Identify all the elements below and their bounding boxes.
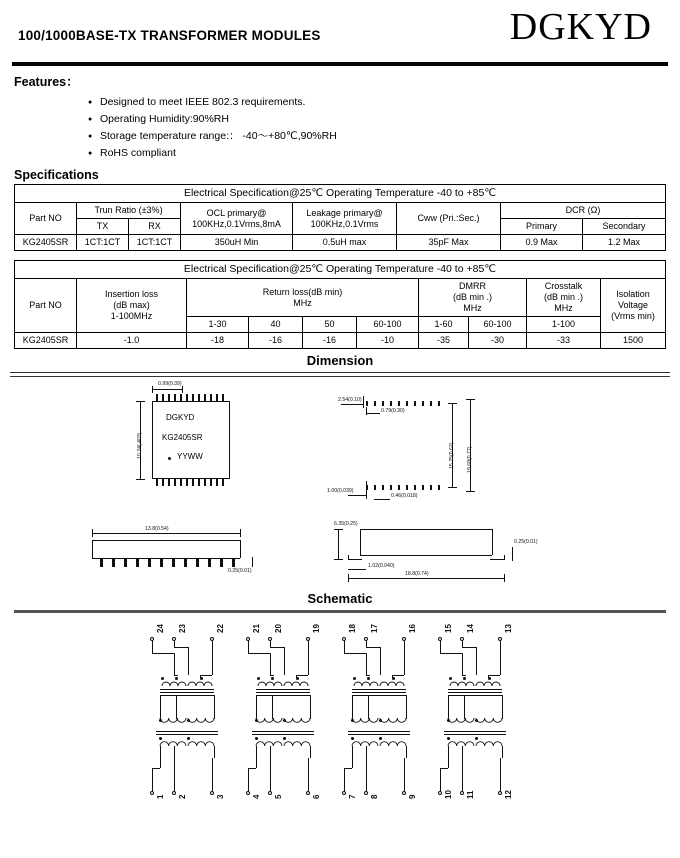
col-leakage-line2: 100KHz,0.1Vrms (310, 218, 379, 229)
pin-label-top: 23 (178, 624, 187, 633)
transformer-core (352, 692, 406, 693)
cell-dmrr-60-100: -30 (469, 333, 527, 349)
coil-winding (380, 717, 406, 725)
transformer-core (448, 692, 502, 693)
schematic-drawing (0, 613, 680, 825)
table-row (15, 333, 666, 349)
wire (500, 758, 501, 791)
wire (188, 647, 189, 675)
terminal-bottom (402, 791, 406, 795)
pin-label-top: 15 (444, 624, 453, 633)
lead-width-label: 0.79(0.30) (381, 408, 405, 414)
list-item: ● Designed to meet IEEE 802.3 requirements. (88, 94, 680, 111)
coil-winding (352, 739, 378, 747)
wire (440, 653, 462, 654)
wire (440, 768, 448, 769)
polarity-dot (379, 719, 382, 722)
side-right-foot-right (490, 559, 504, 560)
col-turn-ratio: Trun Ratio (±3%) (77, 203, 181, 219)
side-right-height-label: 6.35(0.25) (334, 521, 358, 527)
col-rl-60-100: 60-100 (357, 317, 419, 333)
polarity-dot (187, 737, 190, 740)
wire (476, 647, 477, 675)
pin-label-top: 20 (274, 624, 283, 633)
col-crosstalk-line2: (dB min .) (543, 292, 583, 302)
wire (174, 746, 175, 791)
cell-dcr-primary: 0.9 Max (501, 235, 583, 251)
cell-dcr-secondary: 1.2 Max (583, 235, 666, 251)
wire (248, 653, 270, 654)
spec1-banner: Electrical Specification@25℃ Operating Temperature -40 to +85℃ (15, 185, 666, 203)
pin-label-top: 24 (156, 624, 165, 633)
height-dim-label: 10.24(.403) (137, 432, 143, 459)
col-isolation-line1: Isolation (616, 289, 650, 299)
coil-winding (284, 679, 308, 687)
polarity-dot (283, 719, 286, 722)
wire (270, 675, 274, 676)
list-item: ● Operating Humidity:90%RH (88, 111, 680, 128)
terminal-bottom (246, 791, 250, 795)
coil-winding (448, 739, 474, 747)
wire (256, 695, 257, 719)
terminal-bottom (306, 791, 310, 795)
transformer-core (160, 692, 214, 693)
polarity-dot (255, 719, 258, 722)
body-brand-label: DGKYD (166, 413, 195, 422)
features-heading: Features： (14, 75, 79, 89)
wire (500, 641, 501, 675)
col-rl-40: 40 (249, 317, 303, 333)
col-insertion-loss (77, 279, 187, 333)
wire (270, 653, 271, 675)
col-dmrr-60-100: 60-100 (469, 317, 527, 333)
wire (366, 675, 370, 676)
side-left-thickness-dim-line (252, 557, 253, 567)
transformer-core (352, 689, 406, 690)
col-tx: TX (77, 219, 129, 235)
specifications-heading: Specifications (14, 168, 99, 182)
pin-label-top: 17 (370, 624, 379, 633)
col-leakage (293, 203, 397, 235)
wire (214, 695, 215, 719)
cell-isolation: 1500 (601, 333, 666, 349)
wire (248, 768, 256, 769)
wire (174, 653, 175, 675)
wire (404, 758, 405, 791)
polarity-dot (200, 677, 203, 680)
polarity-dot (255, 737, 258, 740)
list-item: ● Storage temperature range:： -40～+80℃,90%RH (88, 128, 680, 145)
electrical-spec-table-1 (14, 184, 666, 251)
col-leakage-line1: Leakage primary@ (306, 207, 383, 218)
polarity-dot (447, 737, 450, 740)
pin-label-bottom: 11 (466, 790, 475, 799)
polarity-dot (159, 737, 162, 740)
wire (152, 653, 174, 654)
terminal-bottom (150, 791, 154, 795)
col-part-no: Part NO (15, 279, 77, 333)
polarity-dot (283, 737, 286, 740)
cell-part-no: KG2405SR (15, 333, 77, 349)
wire (404, 641, 405, 675)
coil-winding (476, 739, 502, 747)
polarity-dot (475, 737, 478, 740)
side-left-width-dim-line (92, 533, 240, 534)
wire (308, 758, 309, 791)
cell-ocl: 350uH Min (181, 235, 293, 251)
table-spacer (0, 251, 680, 260)
wire (406, 746, 407, 758)
coil-winding (256, 739, 282, 747)
side-right-leadlen-dim-line (348, 569, 366, 570)
polarity-dot (463, 677, 466, 680)
wire (502, 695, 503, 719)
col-isolation-voltage (601, 279, 666, 333)
features-list (0, 94, 680, 162)
side-right-thickness-label: 0.25(0.01) (514, 539, 538, 545)
coil-winding (450, 679, 474, 687)
pin-label-top: 19 (312, 624, 321, 633)
col-rx: RX (129, 219, 181, 235)
pad-gap-dim-line (348, 495, 366, 496)
col-return-loss (187, 279, 419, 317)
cell-rl-50: -16 (303, 333, 357, 349)
coil-winding (380, 739, 406, 747)
col-dmrr-line1: DMRR (459, 281, 486, 291)
coil-winding (258, 679, 282, 687)
wire (352, 695, 406, 696)
pin-label-bottom: 12 (504, 790, 513, 799)
coil-winding (354, 679, 378, 687)
coil-winding (160, 717, 186, 725)
wire (366, 647, 380, 648)
cell-rx: 1CT:1CT (129, 235, 181, 251)
pin-label-bottom: 8 (370, 794, 379, 799)
page-title: 100/1000BASE-TX TRANSFORMER MODULES (18, 28, 321, 43)
side-left-width-label: 13.8(0.54) (145, 526, 169, 532)
wire (502, 746, 503, 758)
terminal-bottom (364, 791, 368, 795)
polarity-dot (187, 719, 190, 722)
wire (462, 746, 463, 791)
wire (344, 641, 345, 653)
polarity-dot (353, 677, 356, 680)
wire (152, 768, 160, 769)
wire (256, 746, 257, 768)
cell-xt-1-100: -33 (527, 333, 601, 349)
col-dmrr-line3: MHz (463, 303, 482, 313)
polarity-dot (379, 737, 382, 740)
col-rl-50: 50 (303, 317, 357, 333)
polarity-dot (271, 677, 274, 680)
wire (366, 653, 367, 675)
polarity-dot (488, 677, 491, 680)
choke-core (348, 731, 410, 732)
lead-inset-dim-line (341, 404, 363, 405)
wire (296, 675, 308, 676)
col-crosstalk-line3: MHz (554, 303, 573, 313)
wire (462, 653, 463, 675)
wire (284, 647, 285, 675)
col-dmrr-line2: (dB min .) (452, 292, 492, 302)
coil-winding (160, 739, 186, 747)
wire (344, 768, 345, 791)
col-ocl-line2: 100KHz,0.1Vrms,8mA (192, 218, 281, 229)
cell-rl-40: -16 (249, 333, 303, 349)
pad-width-dim-line (374, 499, 390, 500)
pin-label-top: 22 (216, 624, 225, 633)
table-row (15, 185, 666, 203)
cell-dmrr-1-60: -35 (419, 333, 469, 349)
pin-label-bottom: 5 (274, 794, 283, 799)
coil-winding (162, 679, 186, 687)
side-right-bottom-edge (360, 555, 492, 556)
wire (248, 641, 249, 653)
wire (448, 746, 449, 768)
side-right-foot-left (348, 559, 362, 560)
col-isolation-line2: Voltage (617, 300, 649, 310)
lead-inset-label: 2.54(0.10) (338, 397, 362, 403)
wire (366, 746, 367, 791)
side-left-top-edge (92, 540, 240, 541)
pin-label-bottom: 7 (348, 794, 357, 799)
polarity-dot (175, 677, 178, 680)
terminal-bottom (498, 791, 502, 795)
wire (212, 758, 213, 791)
col-part-no: Part NO (15, 203, 77, 235)
coil-winding (476, 717, 502, 725)
polarity-dot (447, 719, 450, 722)
wire (270, 647, 284, 648)
dimension-heading: Dimension (306, 353, 374, 368)
lead-width-dim-line (366, 413, 380, 414)
cell-insertion: -1.0 (77, 333, 187, 349)
col-return-line1: Return loss(dB min) (262, 286, 343, 297)
coil-winding (284, 739, 310, 747)
col-dcr-secondary: Secondary (583, 219, 666, 235)
pad-width-label: 0.46(0.018) (391, 493, 418, 499)
col-ocl (181, 203, 293, 235)
schematic-heading: Schematic (307, 591, 373, 606)
terminal-bottom (438, 791, 442, 795)
wire (176, 695, 177, 719)
wire (174, 675, 178, 676)
pitch-dim-line (152, 389, 182, 390)
cell-leakage: 0.5uH max (293, 235, 397, 251)
table-row (15, 235, 666, 251)
wire (380, 647, 381, 675)
inner-span-label: 15.75(0.62) (449, 442, 455, 469)
choke-core (444, 731, 506, 732)
wire (406, 695, 407, 719)
wire (152, 768, 153, 791)
coil-winding (448, 717, 474, 725)
polarity-dot (351, 737, 354, 740)
polarity-dot (367, 677, 370, 680)
coil-winding (256, 717, 282, 725)
wire (344, 653, 366, 654)
choke-core (444, 734, 506, 735)
pin-label-bottom: 1 (156, 794, 165, 799)
choke-core (156, 734, 218, 735)
transformer-core (448, 689, 502, 690)
dimension-drawings (0, 377, 680, 587)
side-right-width-label: 18.8(0.74) (405, 571, 429, 577)
polarity-dot (392, 677, 395, 680)
wire (270, 746, 271, 791)
polarity-dot (159, 719, 162, 722)
polarity-dot (449, 677, 452, 680)
transformer-core (160, 689, 214, 690)
brand-logo: DGKYD (509, 6, 652, 48)
terminal-bottom (210, 791, 214, 795)
spec2-banner: Electrical Specification@25℃ Operating Temperature -40 to +85℃ (15, 261, 666, 279)
side-right-top-edge (360, 529, 492, 530)
wire (462, 675, 466, 676)
table-row (15, 203, 666, 219)
transformer-core (256, 689, 310, 690)
pin-label-bottom: 10 (444, 790, 453, 799)
wire (464, 695, 465, 719)
wire (256, 695, 310, 696)
wire (248, 768, 249, 791)
col-dmrr-1-60: 1-60 (419, 317, 469, 333)
wire (272, 695, 273, 719)
transformer-core (256, 692, 310, 693)
col-dmrr (419, 279, 527, 317)
outer-span-dim-line (470, 399, 471, 491)
col-rl-1-30: 1-30 (187, 317, 249, 333)
polarity-dot (475, 719, 478, 722)
pin-label-bottom: 3 (216, 794, 225, 799)
choke-core (252, 731, 314, 732)
table-row (15, 279, 666, 317)
wire (352, 695, 353, 719)
pin-label-top: 13 (504, 624, 513, 633)
table-row (15, 261, 666, 279)
pin-label-bottom: 6 (312, 794, 321, 799)
side-right-height-dim-line (338, 529, 339, 559)
wire (174, 647, 188, 648)
wire (344, 768, 352, 769)
col-cww: Cww (Pri.:Sec.) (397, 203, 501, 235)
wire (448, 695, 502, 696)
col-ocl-line1: OCL primary@ (206, 207, 267, 218)
side-right-width-dim-line (348, 578, 504, 579)
pin-label-bottom: 2 (178, 794, 187, 799)
side-left-thickness-label: 0.25(0.01) (228, 568, 252, 574)
choke-core (156, 731, 218, 732)
polarity-dot (351, 719, 354, 722)
wire (352, 746, 353, 768)
coil-winding (188, 717, 214, 725)
pin-label-top: 18 (348, 624, 357, 633)
col-return-line2: MHz (293, 297, 312, 308)
wire (440, 768, 441, 791)
wire (160, 695, 214, 696)
wire (308, 641, 309, 675)
pin-label-bottom: 4 (252, 794, 261, 799)
pitch-dim-label: 0.99(0.39) (158, 381, 182, 387)
polarity-dot (161, 677, 164, 680)
polarity-dot (257, 677, 260, 680)
list-item: ● RoHS compliant (88, 145, 680, 162)
cell-cww: 35pF Max (397, 235, 501, 251)
pin-label-top: 16 (408, 624, 417, 633)
wire (160, 746, 161, 768)
wire (462, 647, 476, 648)
page-header (0, 0, 680, 62)
wire (310, 746, 311, 758)
outer-span-label: 19.68(0.77) (467, 446, 473, 473)
coil-winding (380, 679, 404, 687)
col-crosstalk (527, 279, 601, 317)
pin-label-top: 21 (252, 624, 261, 633)
cell-rl-1-30: -18 (187, 333, 249, 349)
wire (392, 675, 404, 676)
terminal-bottom (172, 791, 176, 795)
wire (152, 641, 153, 653)
col-insertion-line2: (dB max) (113, 300, 150, 310)
terminal-bottom (342, 791, 346, 795)
cell-part-no: KG2405SR (15, 235, 77, 251)
polarity-dot (296, 677, 299, 680)
wire (212, 641, 213, 675)
body-part-label: KG2405SR (162, 433, 203, 442)
wire (488, 675, 500, 676)
coil-winding (476, 679, 500, 687)
wire (214, 746, 215, 758)
wire (440, 641, 441, 653)
pin1-marker-dot (168, 457, 171, 460)
col-insertion-line3: 1-100MHz (110, 311, 153, 321)
electrical-spec-table-2 (14, 260, 666, 349)
pad-gap-label: 1.00(0.039) (327, 488, 354, 494)
col-insertion-line1: Insertion loss (104, 289, 159, 299)
wire (200, 675, 212, 676)
coil-winding (188, 679, 212, 687)
col-isolation-line3: (Vrms min) (611, 311, 655, 321)
cell-rl-60-100: -10 (357, 333, 419, 349)
coil-winding (352, 717, 378, 725)
terminal-bottom (460, 791, 464, 795)
terminal-bottom (268, 791, 272, 795)
col-dcr-primary: Primary (501, 219, 583, 235)
body-datecode-label: YYWW (177, 452, 203, 461)
col-xt-1-100: 1-100 (527, 317, 601, 333)
pin-label-top: 14 (466, 624, 475, 633)
col-dcr: DCR (Ω) (501, 203, 666, 219)
wire (368, 695, 369, 719)
side-right-leadlen-label: 1.02(0.040) (368, 563, 395, 569)
choke-core (252, 734, 314, 735)
pin-label-bottom: 9 (408, 794, 417, 799)
coil-winding (188, 739, 214, 747)
cell-tx: 1CT:1CT (77, 235, 129, 251)
choke-core (348, 734, 410, 735)
coil-winding (284, 717, 310, 725)
wire (160, 695, 161, 719)
wire (310, 695, 311, 719)
side-right-thickness-dim-line (512, 547, 513, 561)
col-crosstalk-line1: Crosstalk (544, 281, 583, 291)
wire (448, 695, 449, 719)
header-divider (12, 62, 668, 66)
